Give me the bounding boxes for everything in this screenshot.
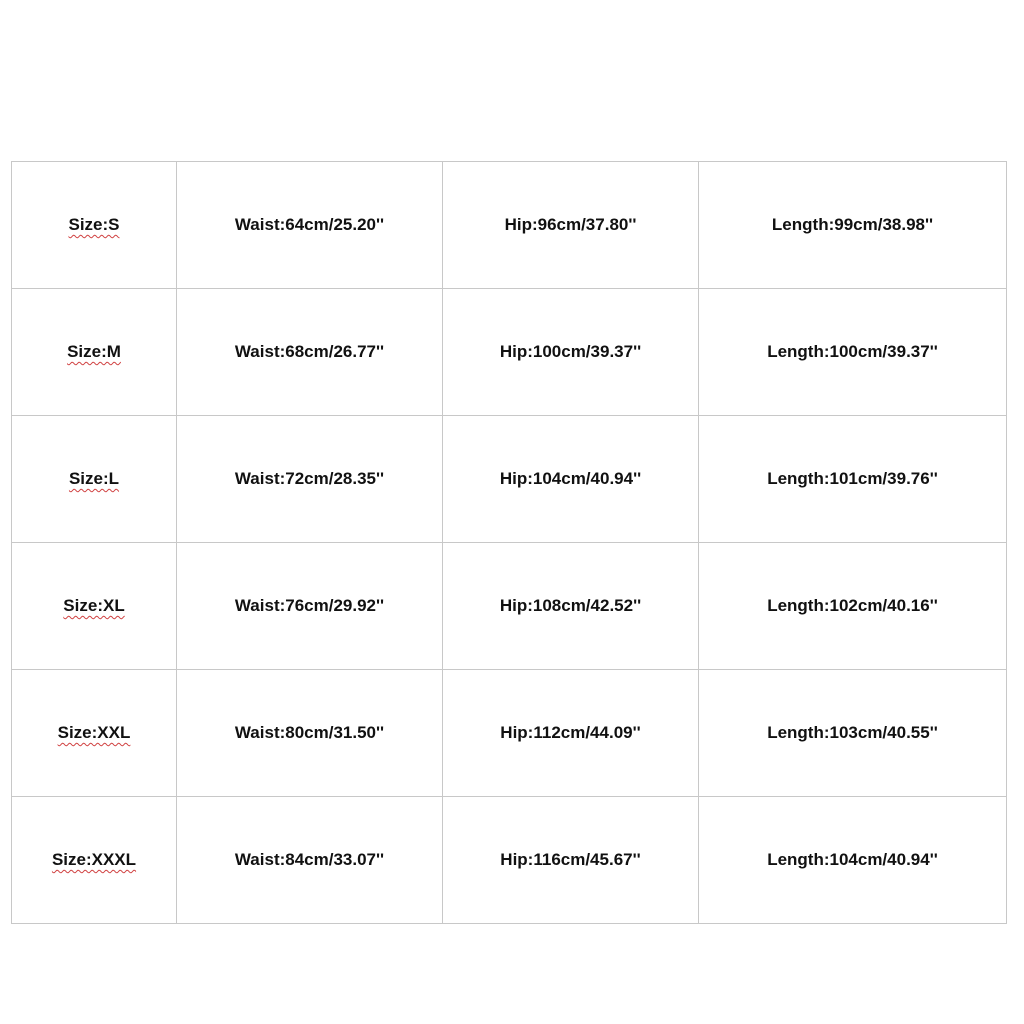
size-label: Size:M [67, 342, 121, 361]
table-row [12, 416, 1007, 543]
length-cell: Length:102cm/40.16'' [699, 543, 1007, 670]
table-row [12, 162, 1007, 289]
waist-cell: Waist:80cm/31.50'' [177, 670, 443, 797]
size-label: Size:L [68, 469, 120, 488]
length-cell: Length:101cm/39.76'' [699, 416, 1007, 543]
table-row [12, 543, 1007, 670]
hip-cell: Hip:108cm/42.52'' [443, 543, 699, 670]
length-cell: Length:100cm/39.37'' [699, 289, 1007, 416]
hip-cell: Hip:116cm/45.67'' [443, 797, 699, 924]
size-label: Size:XL [63, 596, 125, 615]
size-cell [12, 289, 177, 416]
waist-cell: Waist:72cm/28.35'' [177, 416, 443, 543]
size-cell [12, 162, 177, 289]
table-row [12, 289, 1007, 416]
size-cell [12, 670, 177, 797]
length-cell: Length:104cm/40.94'' [699, 797, 1007, 924]
waist-cell: Waist:76cm/29.92'' [177, 543, 443, 670]
size-chart-table [11, 161, 1007, 924]
length-cell: Length:99cm/38.98'' [699, 162, 1007, 289]
length-cell: Length:103cm/40.55'' [699, 670, 1007, 797]
size-label: Size:XXL [57, 723, 131, 742]
size-label: Size:XXXL [51, 850, 137, 869]
size-label: Size:S [68, 215, 120, 234]
table-row [12, 670, 1007, 797]
hip-cell: Hip:100cm/39.37'' [443, 289, 699, 416]
hip-cell: Hip:104cm/40.94'' [443, 416, 699, 543]
size-cell [12, 797, 177, 924]
waist-cell: Waist:68cm/26.77'' [177, 289, 443, 416]
size-cell [12, 543, 177, 670]
hip-cell: Hip:96cm/37.80'' [443, 162, 699, 289]
waist-cell: Waist:84cm/33.07'' [177, 797, 443, 924]
hip-cell: Hip:112cm/44.09'' [443, 670, 699, 797]
waist-cell: Waist:64cm/25.20'' [177, 162, 443, 289]
table-row [12, 797, 1007, 924]
size-cell [12, 416, 177, 543]
